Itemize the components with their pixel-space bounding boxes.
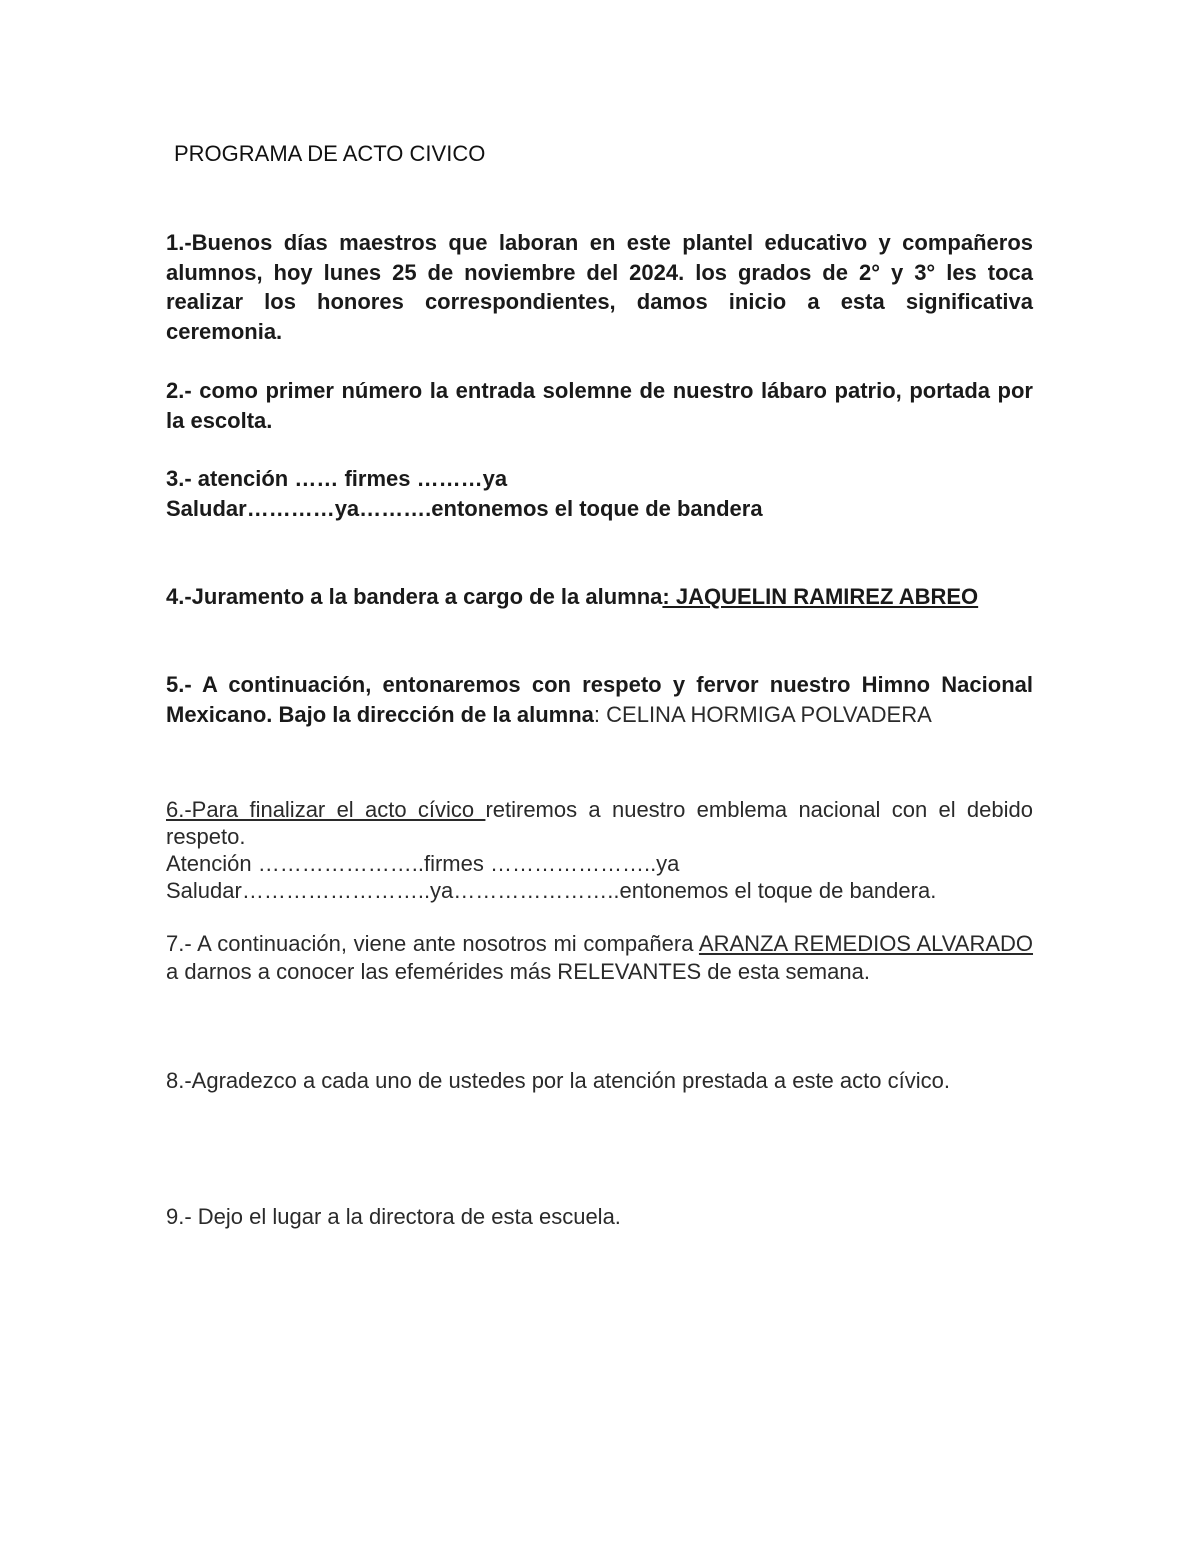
program-item-5-text: 5.- A continuación, entonaremos con respeto y fervor nuestro Himno Nacional Mexicano. Bajo la dirección de la alumna <box>166 672 1033 727</box>
program-item-5 <box>166 670 1033 729</box>
program-item-6-paragraph <box>166 796 1033 850</box>
program-item-3 <box>166 464 1033 523</box>
program-item-7-prefix: 7.- A continuación, viene ante nosotros mi compañera <box>166 931 699 956</box>
program-item-7-student-name: ARANZA REMEDIOS ALVARADO <box>698 931 1034 956</box>
program-item-9: 9.- Dejo el lugar a la directora de esta escuela. <box>166 1204 621 1229</box>
program-item-4-student-name: : JAQUELIN RAMIREZ ABREO <box>662 584 979 609</box>
program-item-1: 1.-Buenos días maestros que laboran en este plantel educativo y compañeros alumnos, hoy lunes 25 de noviembre del 2024. los grados de 2° y 3° les toca realizar los honores correspondientes, damos inicio a esta significativa ceremonia. <box>166 230 1033 344</box>
program-item-6-text: retiremos a nuestro emblema nacional con el debido respeto. <box>166 797 1033 849</box>
program-item-4 <box>166 582 1033 612</box>
program-item-6 <box>166 796 1033 904</box>
program-item-3-line-1: 3.- atención …… firmes ………ya <box>166 466 508 491</box>
program-item-8: 8.-Agradezco a cada uno de ustedes por la atención prestada a este acto cívico. <box>166 1068 950 1093</box>
program-item-6-line-2: Atención …………………..firmes …………………..ya <box>166 851 680 876</box>
program-item-6-underlined: 6.-Para finalizar el acto cívico <box>166 797 486 822</box>
program-item-2: 2.- como primer número la entrada solemne de nuestro lábaro patrio, portada por la escolta. <box>166 378 1033 433</box>
program-item-3-line-2: Saludar…………ya……….entonemos el toque de bandera <box>166 495 763 521</box>
program-item-4-text: 4.-Juramento a la bandera a cargo de la alumna <box>166 584 663 609</box>
program-item-5-student-name: : CELINA HORMIGA POLVADERA <box>593 701 932 727</box>
program-item-6-line-3: Saludar……………………..ya…………………..entonemos el toque de bandera. <box>166 878 937 903</box>
program-item-7 <box>166 930 1033 986</box>
program-item-7-suffix: a darnos a conocer las efemérides más RELEVANTES de esta semana. <box>166 959 870 984</box>
document-title: PROGRAMA DE ACTO CIVICO <box>174 141 486 166</box>
